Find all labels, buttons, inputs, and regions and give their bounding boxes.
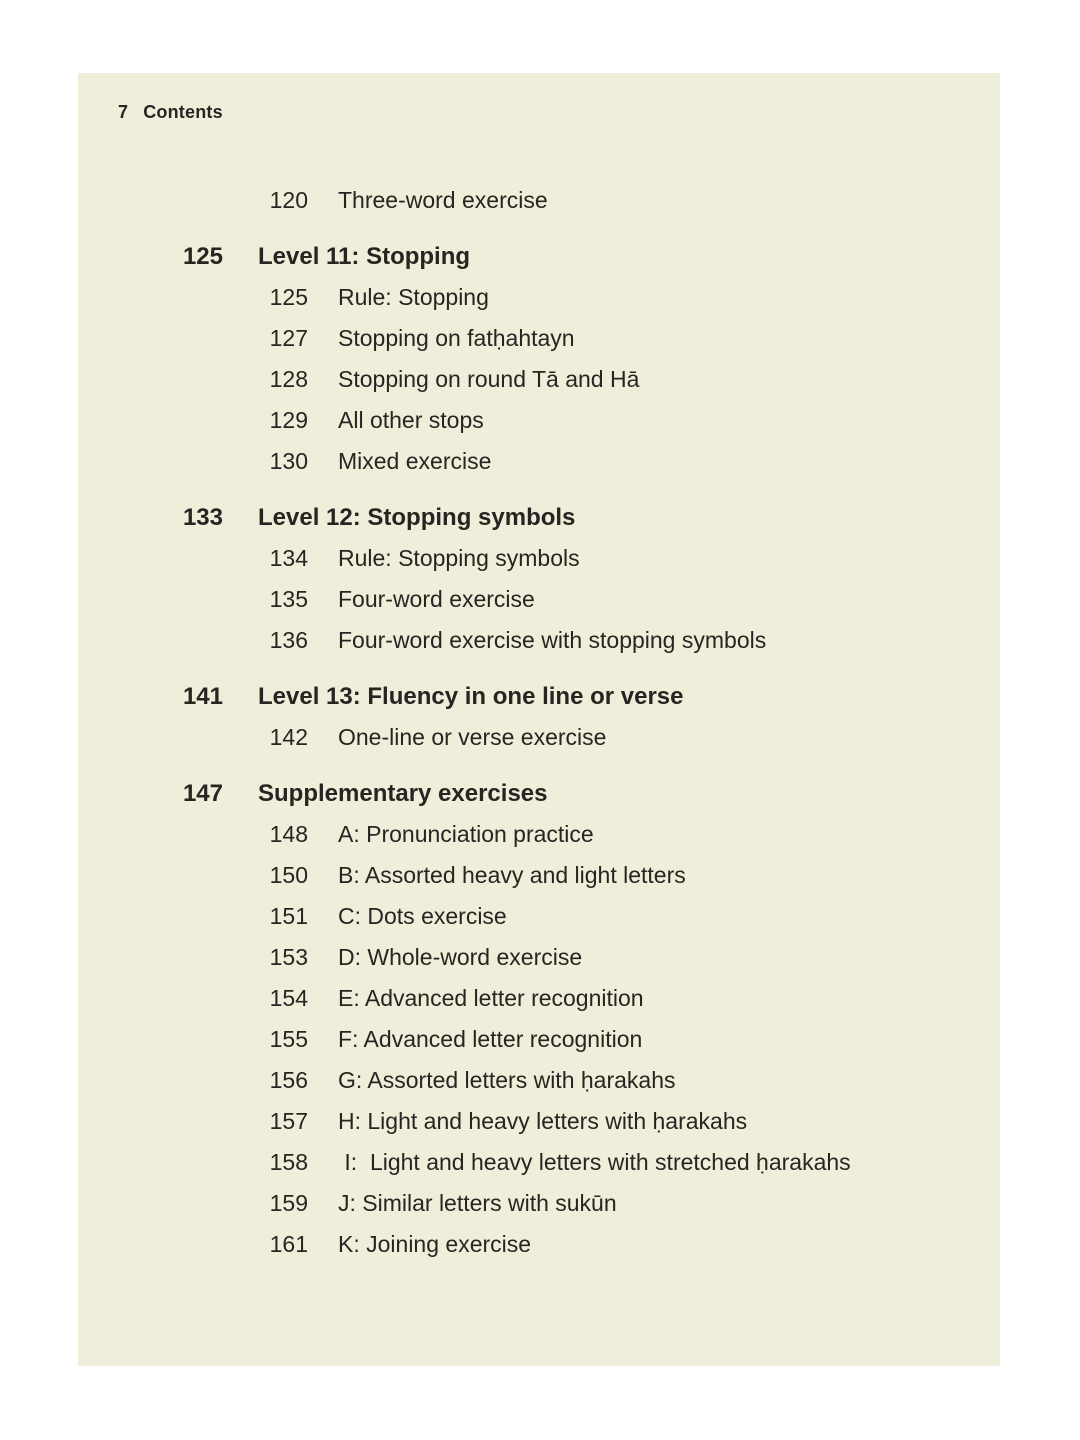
header-page-number: 7: [118, 102, 129, 122]
toc-entry: [78, 1060, 1000, 1101]
toc-entry-page: 135: [269, 586, 308, 612]
toc-entry-label: J: Similar letters with sukūn: [338, 1190, 617, 1216]
toc-heading-label: Level 13: Fluency in one line or verse: [258, 683, 684, 710]
toc-entry-label: Four-word exercise with stopping symbols: [338, 627, 767, 653]
toc-entry-label: K: Joining exercise: [338, 1231, 532, 1257]
toc-entry-label: One-line or verse exercise: [338, 724, 607, 750]
toc-entry-page: 157: [269, 1108, 308, 1134]
toc-entry-label: Rule: Stopping: [338, 284, 489, 310]
toc-entry-page: 129: [269, 407, 308, 433]
toc-entry: [78, 620, 1000, 661]
toc-entry-label: Four-word exercise: [338, 586, 535, 612]
toc-entry: [78, 814, 1000, 855]
toc-entry-label: C: Dots exercise: [338, 903, 507, 929]
toc-heading-label: Supplementary exercises: [258, 780, 548, 807]
toc-entry-page: 142: [269, 724, 308, 750]
toc-entry-label: F: Advanced letter recognition: [338, 1026, 643, 1052]
toc-entry: [78, 180, 1000, 221]
toc-entry-label: Mixed exercise: [338, 448, 492, 474]
toc-entry-label: B: Assorted heavy and light letters: [338, 862, 686, 888]
header-title: Contents: [143, 102, 223, 122]
toc-entry-page: 130: [269, 448, 308, 474]
page-header: [118, 102, 223, 123]
toc-entry-page: 148: [269, 821, 308, 847]
toc-entry: [78, 978, 1000, 1019]
toc-entry-page: 156: [269, 1067, 308, 1093]
toc-heading-page: 133: [182, 504, 223, 531]
toc-entry-page: 154: [269, 985, 308, 1011]
toc-heading-label: Level 12: Stopping symbols: [258, 504, 576, 531]
toc-entry-page: 155: [269, 1026, 308, 1052]
toc-entry-page: 136: [269, 627, 308, 653]
toc-entry: [78, 1224, 1000, 1265]
toc-entry-page: 150: [269, 862, 308, 888]
toc-entry-label: G: Assorted letters with ḥarakahs: [338, 1067, 676, 1093]
toc-entry: [78, 896, 1000, 937]
toc-heading-label: Level 11: Stopping: [258, 243, 471, 270]
toc-entry-page: 127: [269, 325, 308, 351]
toc-entry-page: 161: [269, 1231, 308, 1257]
toc-entry-page: 120: [269, 187, 308, 213]
toc-entry-label: Three-word exercise: [338, 187, 548, 213]
toc-entry: [78, 1142, 1000, 1183]
toc-section-heading: [78, 497, 1000, 538]
toc-entry-label: Rule: Stopping symbols: [338, 545, 580, 571]
toc-heading-page: 125: [182, 243, 223, 270]
toc-entry: [78, 318, 1000, 359]
toc-entry-label: Stopping on round Tā and Hā: [338, 366, 640, 392]
toc-section-heading: [78, 773, 1000, 814]
toc-entry: [78, 400, 1000, 441]
toc-entry: [78, 441, 1000, 482]
toc-entry-label: All other stops: [338, 407, 484, 433]
table-of-contents: [78, 180, 1000, 1265]
toc-entry-page: 159: [269, 1190, 308, 1216]
toc-entry-label: H: Light and heavy letters with ḥarakahs: [338, 1108, 748, 1134]
toc-entry: [78, 277, 1000, 318]
toc-heading-page: 141: [182, 683, 223, 710]
toc-entry-page: 128: [269, 366, 308, 392]
toc-entry-label: A: Pronunciation practice: [338, 821, 594, 847]
toc-entry-page: 151: [269, 903, 308, 929]
toc-entry: [78, 937, 1000, 978]
toc-entry-page: 158: [269, 1149, 308, 1175]
toc-section-heading: [78, 676, 1000, 717]
toc-entry-label: Stopping on fatḥahtayn: [338, 325, 575, 351]
toc-entry: [78, 359, 1000, 400]
toc-section-heading: [78, 236, 1000, 277]
toc-entry: [78, 1101, 1000, 1142]
document-page: [78, 73, 1000, 1366]
toc-entry: [78, 717, 1000, 758]
toc-entry-label: E: Advanced letter recognition: [338, 985, 644, 1011]
toc-entry-page: 134: [269, 545, 308, 571]
toc-entry-label: D: Whole-word exercise: [338, 944, 583, 970]
toc-entry: [78, 1019, 1000, 1060]
toc-entry-page: 153: [269, 944, 308, 970]
toc-entry-label: I: Light and heavy letters with stretched ḥarakahs: [338, 1149, 851, 1175]
toc-entry: [78, 538, 1000, 579]
toc-entry-page: 125: [269, 284, 308, 310]
toc-entry: [78, 855, 1000, 896]
toc-entry: [78, 579, 1000, 620]
toc-heading-page: 147: [182, 780, 223, 807]
toc-entry: [78, 1183, 1000, 1224]
